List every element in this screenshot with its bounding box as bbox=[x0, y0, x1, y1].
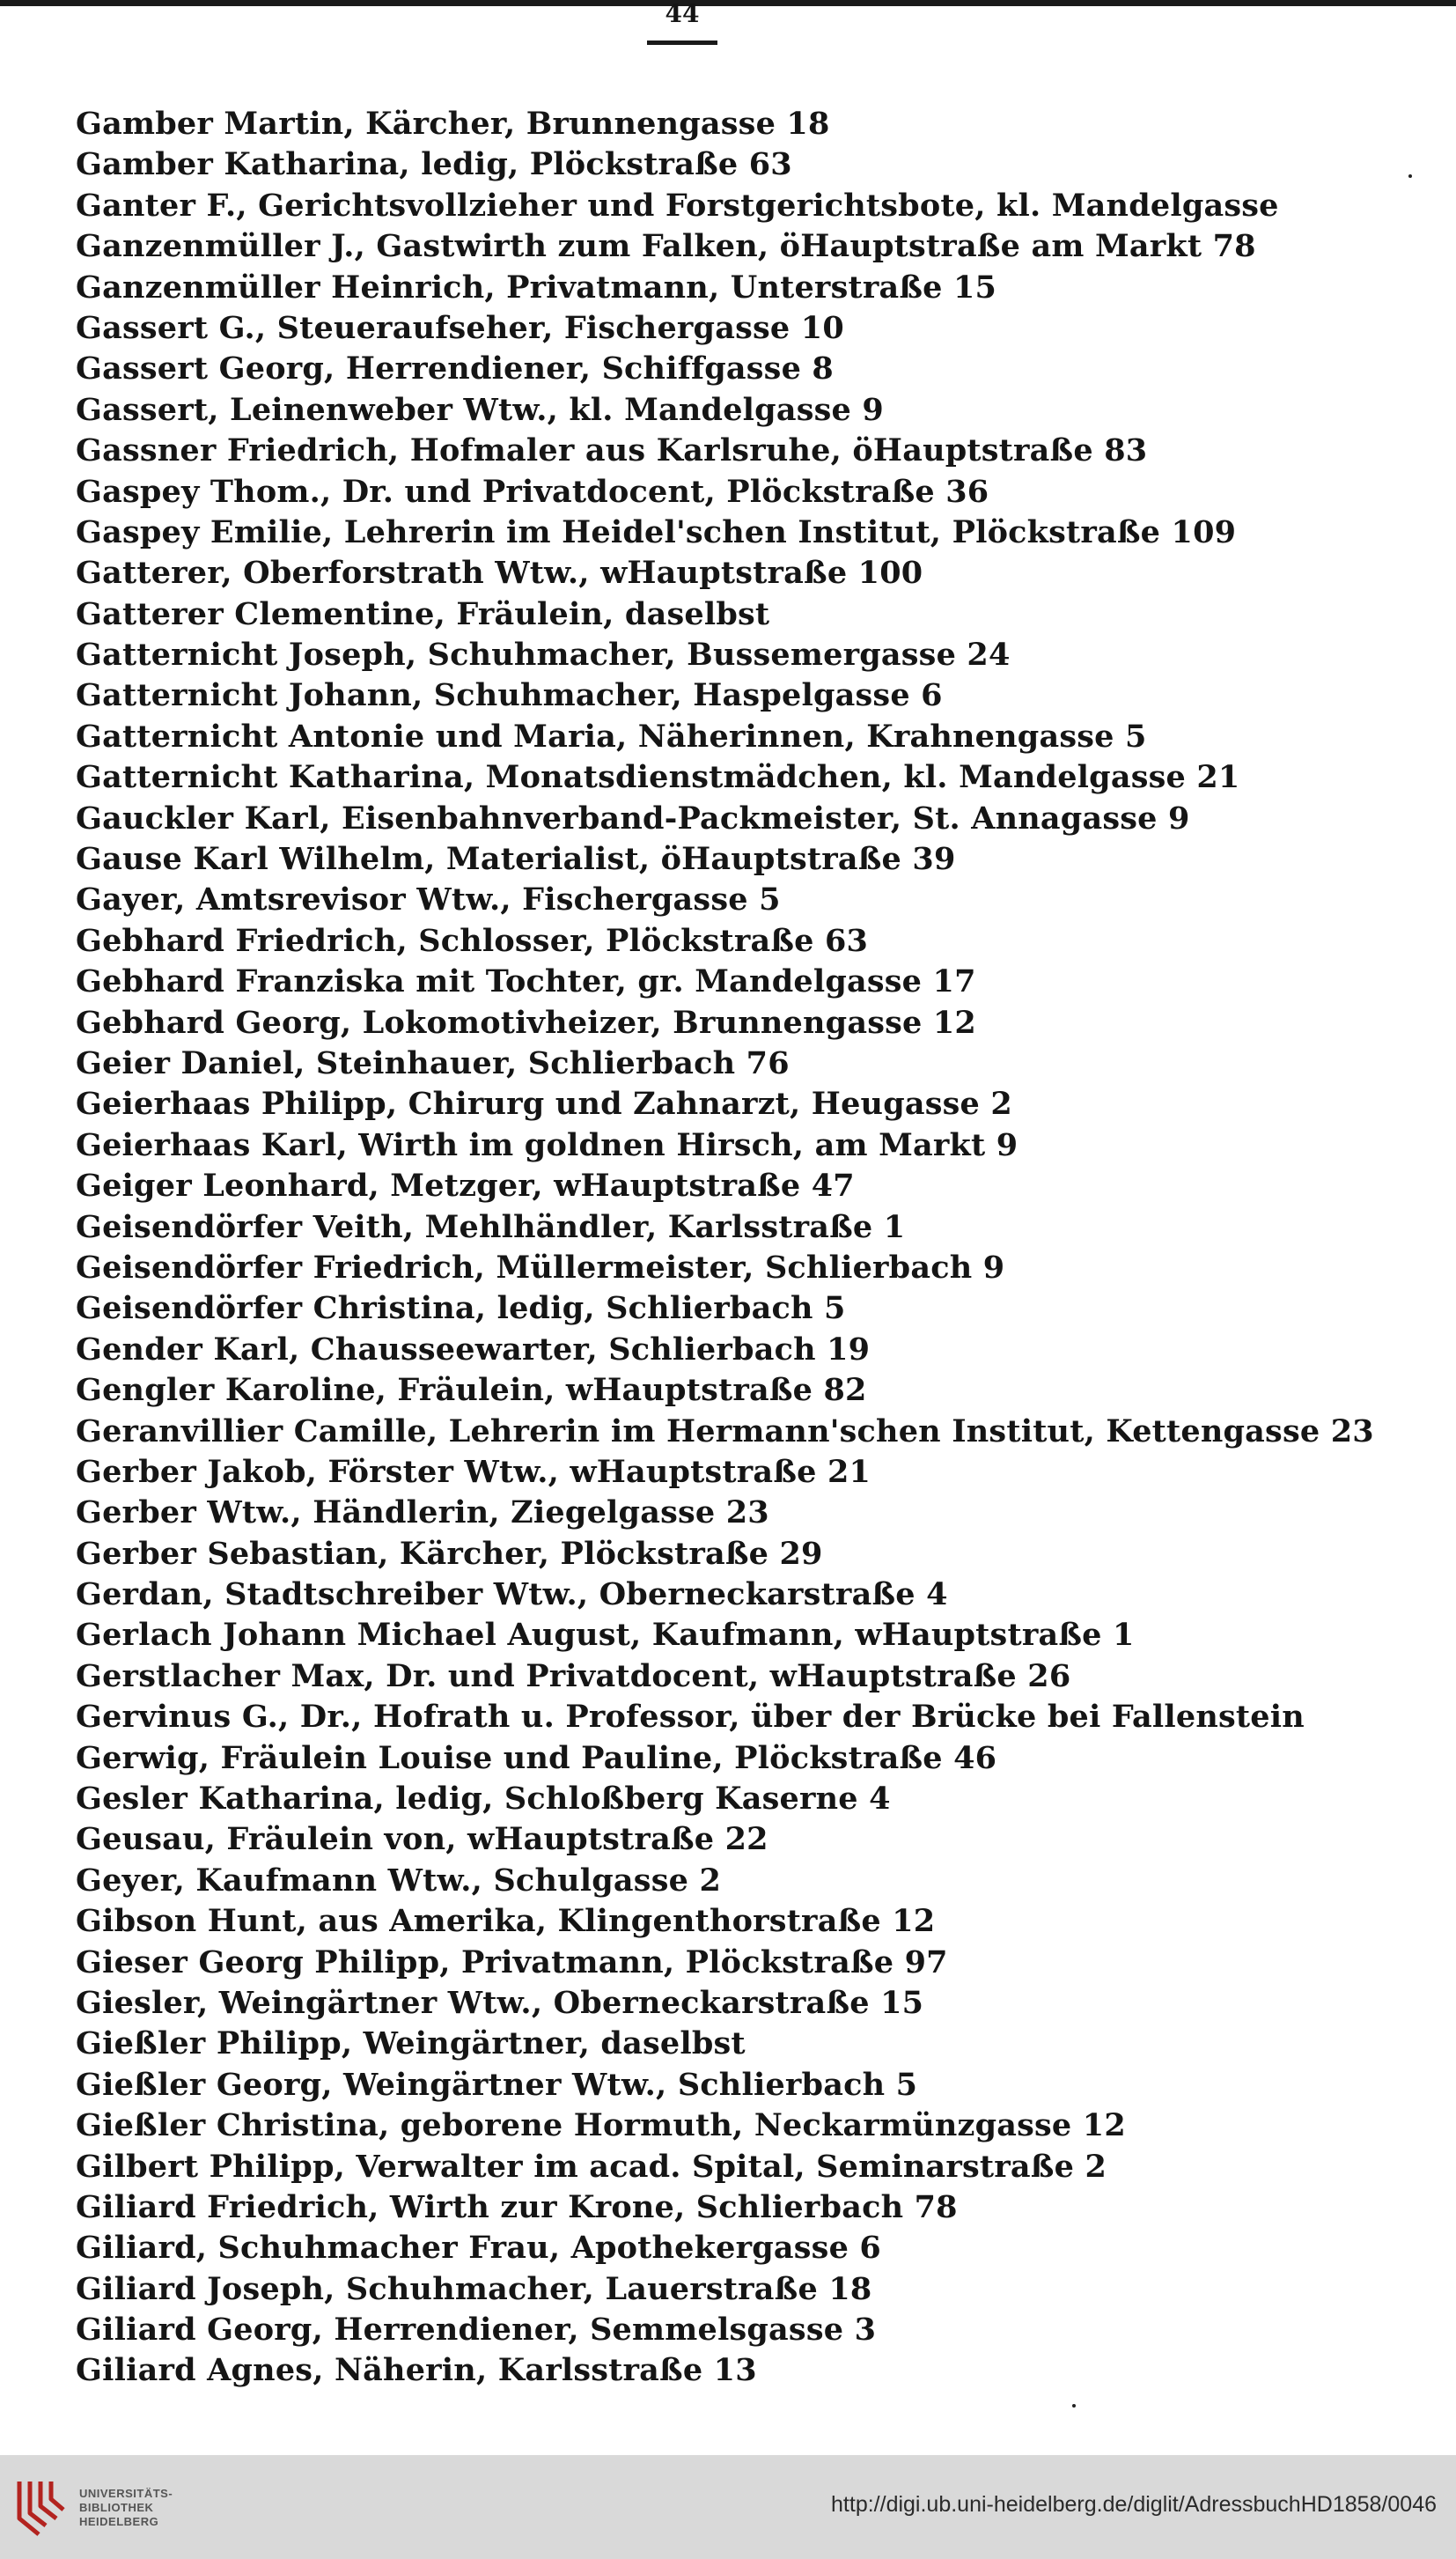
directory-entry: Gamber Katharina, ledig, Plöckstraße 63 bbox=[76, 146, 792, 183]
directory-entry: Gatternicht Katharina, Monatsdienstmädchen, kl. Mandelgasse 21 bbox=[76, 759, 1240, 796]
directory-entry: Gassert Georg, Herrendiener, Schiffgasse 8 bbox=[76, 350, 834, 387]
directory-entry: Geusau, Fräulein von, wHauptstraße 22 bbox=[76, 1821, 768, 1858]
source-url[interactable]: http://digi.ub.uni-heidelberg.de/diglit/AdressbuchHD1858/0046 bbox=[831, 2492, 1437, 2517]
directory-entry: Gassert, Leinenweber Wtw., kl. Mandelgasse 9 bbox=[76, 391, 884, 428]
directory-entry: Geisendörfer Veith, Mehlhändler, Karlsstraße 1 bbox=[76, 1208, 906, 1245]
directory-entry: Gilbert Philipp, Verwalter im acad. Spital, Seminarstraße 2 bbox=[76, 2148, 1107, 2185]
directory-entry: Geierhaas Karl, Wirth im goldnen Hirsch, am Markt 9 bbox=[76, 1126, 1018, 1163]
directory-entry: Giliard Georg, Herrendiener, Semmelsgasse 3 bbox=[76, 2312, 877, 2349]
directory-entry: Gibson Hunt, aus Amerika, Klingenthorstraße 12 bbox=[76, 1903, 936, 1940]
logo-line: BIBLIOTHEK bbox=[79, 2501, 154, 2514]
directory-entry: Gause Karl Wilhelm, Materialist, öHauptstraße 39 bbox=[76, 841, 956, 878]
directory-entry: Gerstlacher Max, Dr. und Privatdocent, wHauptstraße 26 bbox=[76, 1657, 1071, 1694]
print-speck bbox=[1072, 2404, 1076, 2408]
logo-line: HEIDELBERG bbox=[79, 2515, 159, 2528]
directory-entry: Giliard, Schuhmacher Frau, Apothekergasse 6 bbox=[76, 2230, 881, 2267]
directory-entry: Gerdan, Stadtschreiber Wtw., Oberneckarstraße 4 bbox=[76, 1576, 948, 1613]
directory-entry: Gatterer Clementine, Fräulein, daselbst bbox=[76, 595, 770, 632]
directory-entry: Gervinus G., Dr., Hofrath u. Professor, über der Brücke bei Fallenstein bbox=[76, 1699, 1305, 1736]
directory-entry: Geier Daniel, Steinhauer, Schlierbach 76 bbox=[76, 1044, 790, 1081]
directory-entry: Gerber Jakob, Förster Wtw., wHauptstraße 21 bbox=[76, 1453, 871, 1490]
directory-entry: Gerber Wtw., Händlerin, Ziegelgasse 23 bbox=[76, 1494, 769, 1531]
directory-entry: Gesler Katharina, ledig, Schloßberg Kaserne 4 bbox=[76, 1781, 891, 1818]
directory-entry: Gießler Christina, geborene Hormuth, Neckarmünzgasse 12 bbox=[76, 2107, 1126, 2144]
directory-entry: Gebhard Franziska mit Tochter, gr. Mandelgasse 17 bbox=[76, 963, 976, 1000]
footer-bar bbox=[0, 2455, 1456, 2559]
directory-entry: Gassert G., Steueraufseher, Fischergasse 10 bbox=[76, 309, 844, 346]
directory-entry: Geyer, Kaufmann Wtw., Schulgasse 2 bbox=[76, 1862, 721, 1899]
directory-entry: Gießler Philipp, Weingärtner, daselbst bbox=[76, 2025, 746, 2062]
directory-entry: Gaspey Emilie, Lehrerin im Heidel'schen Institut, Plöckstraße 109 bbox=[76, 513, 1237, 550]
page-number-underline bbox=[647, 41, 717, 45]
directory-entry: Gebhard Georg, Lokomotivheizer, Brunnengasse 12 bbox=[76, 1004, 976, 1041]
page-number: 44 bbox=[665, 4, 700, 28]
directory-entry: Gassner Friedrich, Hofmaler aus Karlsruhe, öHauptstraße 83 bbox=[76, 432, 1148, 469]
directory-entry: Gebhard Friedrich, Schlosser, Plöckstraße 63 bbox=[76, 922, 869, 959]
directory-entry: Gerber Sebastian, Kärcher, Plöckstraße 29 bbox=[76, 1535, 823, 1572]
directory-entry: Gießler Georg, Weingärtner Wtw., Schlierbach 5 bbox=[76, 2066, 918, 2103]
logo-line: UNIVERSITÄTS- bbox=[79, 2487, 173, 2500]
directory-entry: Gengler Karoline, Fräulein, wHauptstraße 82 bbox=[76, 1372, 867, 1409]
directory-entry: Gaspey Thom., Dr. und Privatdocent, Plöckstraße 36 bbox=[76, 473, 989, 510]
directory-entry: Giliard Friedrich, Wirth zur Krone, Schlierbach 78 bbox=[76, 2188, 958, 2225]
directory-entry: Geiger Leonhard, Metzger, wHauptstraße 47 bbox=[76, 1168, 855, 1205]
directory-entry: Gatterer, Oberforstrath Wtw., wHauptstraße 100 bbox=[76, 555, 923, 592]
directory-entry: Gender Karl, Chausseewarter, Schlierbach 19 bbox=[76, 1331, 871, 1368]
library-seal-icon bbox=[12, 2474, 70, 2541]
top-rule bbox=[0, 0, 1456, 6]
directory-entry: Gatternicht Antonie und Maria, Näherinnen, Krahnengasse 5 bbox=[76, 718, 1147, 755]
directory-entry: Ganter F., Gerichtsvollzieher und Forstgerichtsbote, kl. Mandelgasse bbox=[76, 187, 1279, 224]
directory-entry: Gauckler Karl, Eisenbahnverband-Packmeister, St. Annagasse 9 bbox=[76, 800, 1190, 837]
directory-entries bbox=[76, 104, 1449, 2392]
library-logo[interactable] bbox=[12, 2474, 215, 2541]
directory-entry: Geisendörfer Christina, ledig, Schlierbach 5 bbox=[76, 1290, 846, 1327]
directory-entry: Gatternicht Joseph, Schuhmacher, Bussemergasse 24 bbox=[76, 637, 1011, 674]
print-speck bbox=[1408, 174, 1412, 178]
directory-entry: Gayer, Amtsrevisor Wtw., Fischergasse 5 bbox=[76, 881, 781, 918]
directory-entry: Gerwig, Fräulein Louise und Pauline, Plöckstraße 46 bbox=[76, 1739, 997, 1776]
library-name bbox=[79, 2487, 173, 2529]
directory-entry: Gamber Martin, Kärcher, Brunnengasse 18 bbox=[76, 106, 830, 142]
directory-entry: Geranvillier Camille, Lehrerin im Hermann'schen Institut, Kettengasse 23 bbox=[76, 1412, 1374, 1449]
directory-entry: Geisendörfer Friedrich, Müllermeister, Schlierbach 9 bbox=[76, 1249, 1005, 1286]
directory-entry: Gerlach Johann Michael August, Kaufmann, wHauptstraße 1 bbox=[76, 1617, 1135, 1654]
directory-entry: Giesler, Weingärtner Wtw., Oberneckarstraße 15 bbox=[76, 1984, 924, 2021]
directory-entry: Giliard Joseph, Schuhmacher, Lauerstraße 18 bbox=[76, 2270, 872, 2307]
directory-entry: Gieser Georg Philipp, Privatmann, Plöckstraße 97 bbox=[76, 1943, 948, 1980]
directory-entry: Geierhaas Philipp, Chirurg und Zahnarzt, Heugasse 2 bbox=[76, 1086, 1012, 1123]
directory-entry: Gatternicht Johann, Schuhmacher, Haspelgasse 6 bbox=[76, 677, 943, 714]
directory-entry: Ganzenmüller J., Gastwirth zum Falken, öHauptstraße am Markt 78 bbox=[76, 228, 1256, 265]
directory-entry: Ganzenmüller Heinrich, Privatmann, Unterstraße 15 bbox=[76, 269, 997, 306]
directory-entry: Giliard Agnes, Näherin, Karlsstraße 13 bbox=[76, 2352, 757, 2389]
